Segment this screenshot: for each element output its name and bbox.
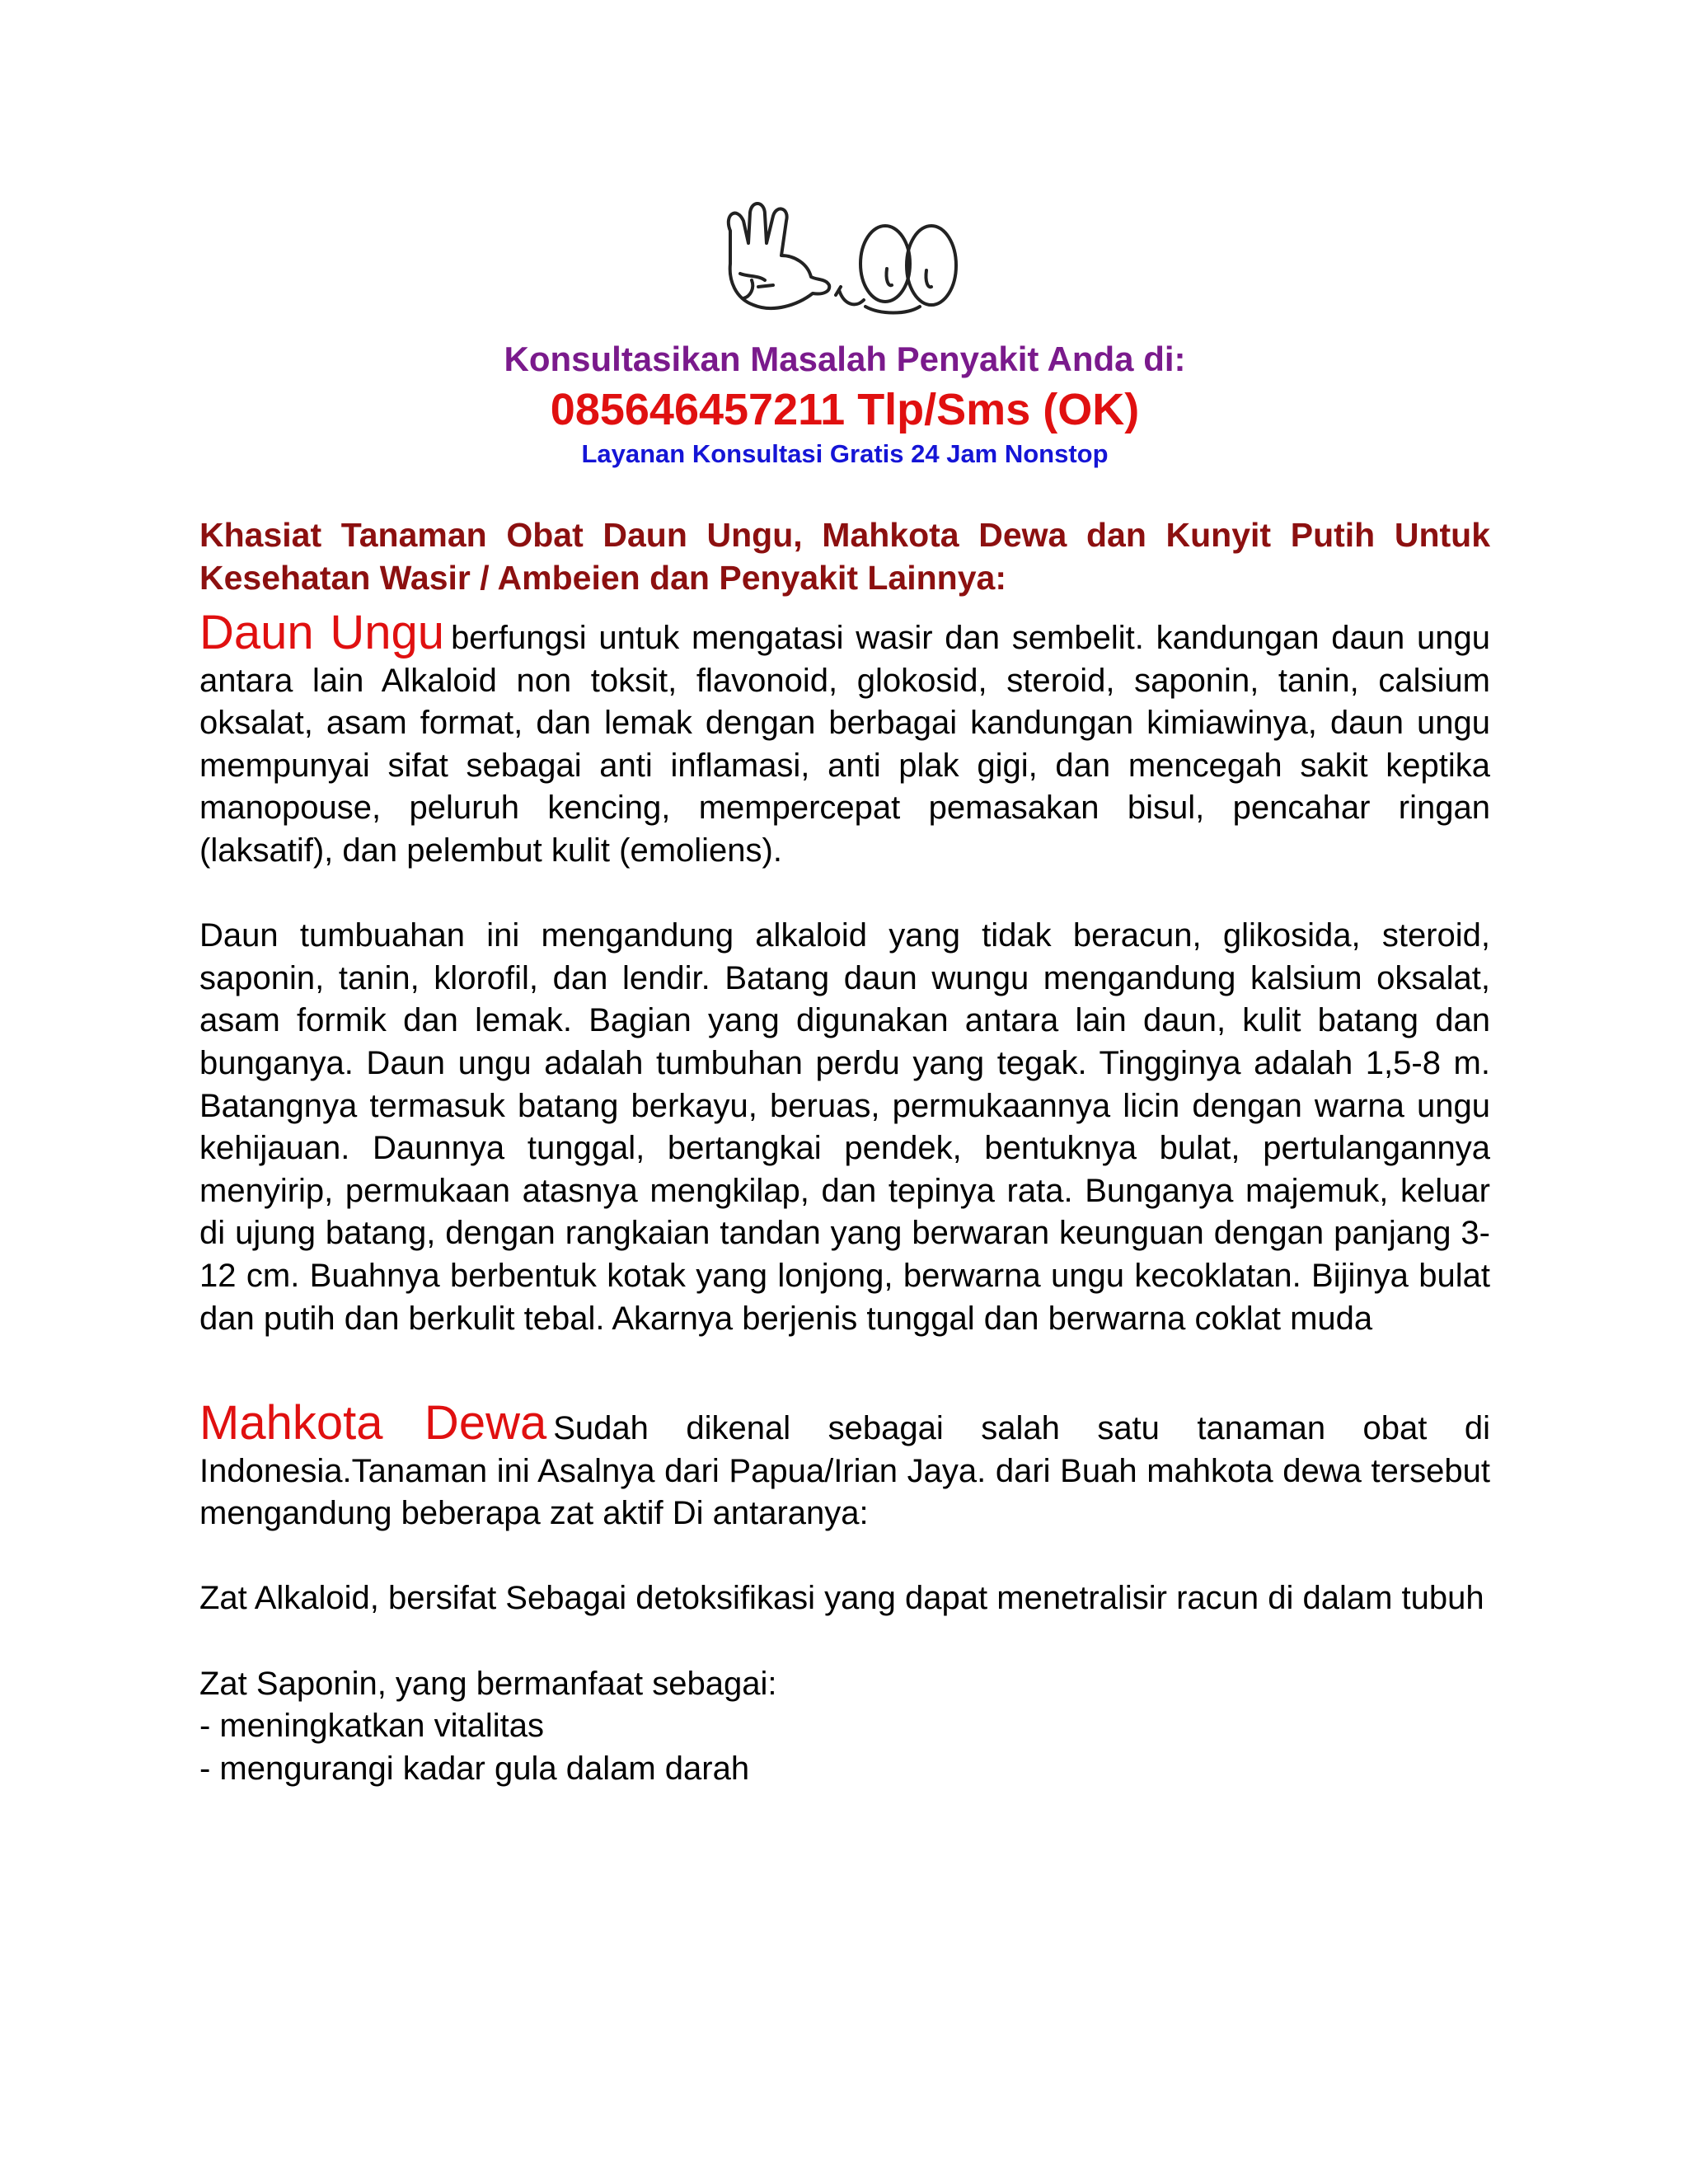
daun-description-paragraph: Daun tumbuahan ini mengandung alkaloid yang tidak beracun, glikosida, steroid, saponin, tanin, klorofil, dan lendir. Batang daun wungu mengandung kalsium oksalat, asam formik dan lemak. Bagian yang digunakan antara lain daun, kulit batang dan bunganya. Daun ungu adalah tumbuhan perdu yang tegak. Tingginya adalah 1,5-8 m. Batangnya termasuk batang berkayu, beruas, permukaannya licin dengan warna ungu kehijauan. Daunnya tunggal, bertangkai pendek, bentuknya bulat, pertulangannya menyirip, permukaan atasnya mengkilap, dan tepinya rata. Bunganya majemuk, keluar di ujung batang, dengan rangkaian tandan yang berwaran keunguan dengan panjang 3-12 cm. Buahnya berbentuk kotak yang lonjong, berwarna ungu kecoklatan. Bijinya bulat dan putih dan berkulit tebal. Akarnya berjenis tunggal dan berwarna coklat muda — [199, 917, 1490, 1337]
consult-heading: Konsultasikan Masalah Penyakit Anda di: — [504, 340, 1186, 378]
hand-and-eyes-doodle-icon — [715, 198, 968, 326]
mahkota-dewa-paragraph — [199, 1396, 1491, 1535]
article-title: Khasiat Tanaman Obat Daun Ungu, Mahkota Dewa dan Kunyit Putih Untuk Kesehatan Wasir / Ambeien dan Penyakit Lainnya: — [199, 516, 1490, 597]
mahkota-dewa-text: Sudah dikenal sebagai salah satu tanaman obat di Indonesia.Tanaman ini Asalnya dari Papua/Irian Jaya. dari Buah mahkota dewa tersebut mengandung beberapa zat aktif Di antaranya: — [199, 1410, 1491, 1532]
list-item: - meningkatkan vitalitas — [199, 1708, 544, 1745]
consultation-header — [199, 336, 1490, 471]
daun-ungu-heading: Daun Ungu — [199, 606, 445, 659]
article-body — [199, 606, 1491, 1790]
mahkota-dewa-heading: Mahkota Dewa — [199, 1396, 547, 1451]
alkaloid-paragraph: Zat Alkaloid, bersifat Sebagai detoksifikasi yang dapat menetralisir racun di dalam tubuh — [199, 1580, 1484, 1617]
list-item: - mengurangi kadar gula dalam darah — [199, 1750, 750, 1787]
phone-number: 085646457211 Tlp/Sms (OK) — [550, 385, 1140, 434]
service-note: Layanan Konsultasi Gratis 24 Jam Nonstop — [581, 439, 1109, 468]
saponin-intro: Zat Saponin, yang bermanfaat sebagai: — [199, 1665, 777, 1702]
daun-ungu-paragraph — [199, 606, 1490, 873]
daun-ungu-text: berfungsi untuk mengatasi wasir dan sembelit. kandungan daun ungu antara lain Alkaloid non toksit, flavonoid, glokosid, steroid, saponin, tanin, calsium oksalat, asam format, dan lemak dengan berbagai kandungan kimiawinya, daun ungu mempunyai sifat sebagai anti inflamasi, anti plak gigi, dan mencegah sakit keptika manopouse, peluruh kencing, mempercepat pemasakan bisul, pencahar ringan (laksatif), dan pelembut kulit (emoliens). — [199, 620, 1490, 869]
